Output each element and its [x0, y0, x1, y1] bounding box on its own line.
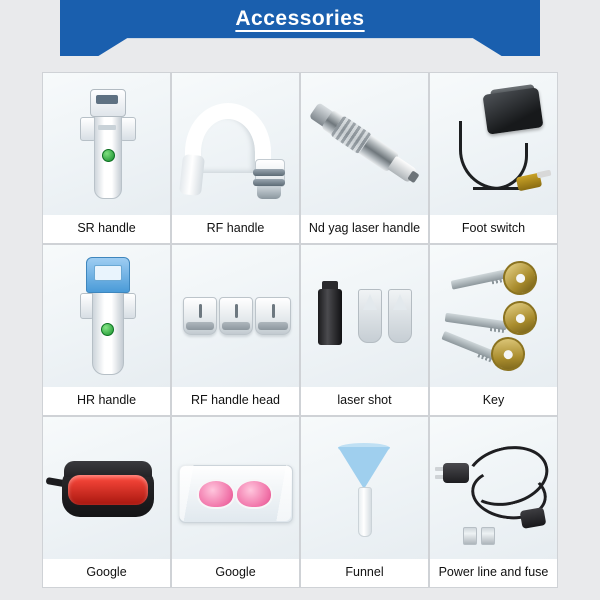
rf-handle-head-image: [171, 245, 300, 387]
accessory-cell-nd-yag-handle: [300, 72, 429, 244]
accessory-cell-rf-handle: [171, 72, 300, 244]
accessory-caption: Google: [43, 559, 170, 587]
accessory-cell-key: [429, 244, 558, 416]
foot-switch-image: [429, 73, 558, 215]
accessory-caption: laser shot: [301, 387, 428, 415]
banner-text-wrap: [60, 0, 540, 56]
rf-handle-image: [171, 73, 300, 215]
accessory-cell-hr-handle: [42, 244, 171, 416]
funnel-image: [300, 417, 429, 559]
accessory-cell-funnel: [300, 416, 429, 588]
accessory-cell-google-red: [42, 416, 171, 588]
accessory-cell-rf-handle-head: [171, 244, 300, 416]
accessories-grid: [42, 72, 558, 588]
accessory-caption: SR handle: [43, 215, 170, 243]
power-line-and-fuse-image: [429, 417, 558, 559]
sr-handle-image: [42, 73, 171, 215]
accessory-cell-laser-shot: [300, 244, 429, 416]
accessory-caption: Nd yag laser handle: [301, 215, 428, 243]
accessory-caption: Funnel: [301, 559, 428, 587]
header-banner: [0, 0, 600, 56]
accessory-cell-sr-handle: [42, 72, 171, 244]
accessory-cell-foot-switch: [429, 72, 558, 244]
key-image: [429, 245, 558, 387]
accessory-caption: Foot switch: [430, 215, 557, 243]
pink-goggles-image: [171, 417, 300, 559]
accessory-cell-google-pink: [171, 416, 300, 588]
accessory-caption: HR handle: [43, 387, 170, 415]
hr-handle-image: [42, 245, 171, 387]
nd-yag-laser-handle-image: [300, 73, 429, 215]
accessory-caption: Google: [172, 559, 299, 587]
accessory-caption: RF handle head: [172, 387, 299, 415]
accessory-caption: Key: [430, 387, 557, 415]
red-goggles-image: [42, 417, 171, 559]
accessory-caption: Power line and fuse: [430, 559, 557, 587]
accessory-cell-power-line: [429, 416, 558, 588]
page-title: Accessories: [235, 7, 365, 30]
accessory-caption: RF handle: [172, 215, 299, 243]
laser-shot-image: [300, 245, 429, 387]
